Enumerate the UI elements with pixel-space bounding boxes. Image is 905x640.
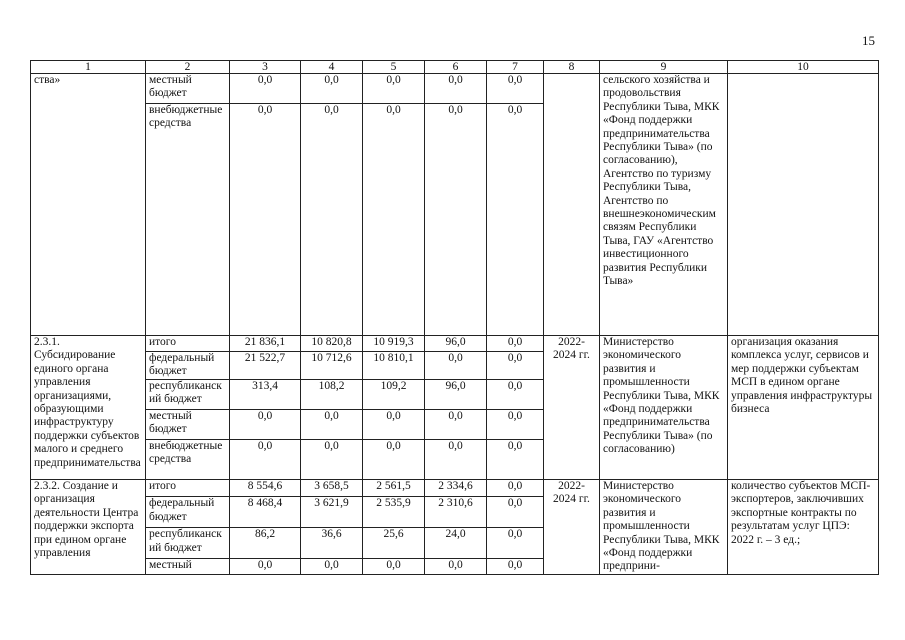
funding-source: федеральный бюджет xyxy=(146,352,230,380)
value-cell: 108,2 xyxy=(301,380,363,410)
value-cell: 0,0 xyxy=(230,104,301,336)
measure-name: 2.3.2. Создание и организация деятельности Центра поддержки экспорта при едином органе управления xyxy=(31,480,146,575)
value-cell: 0,0 xyxy=(487,410,544,440)
period-cell xyxy=(544,74,600,336)
funding-source: федеральный бюджет xyxy=(146,497,230,528)
value-cell: 8 554,6 xyxy=(230,480,301,497)
value-cell: 0,0 xyxy=(363,74,425,104)
header-cell: 4 xyxy=(301,61,363,74)
value-cell: 0,0 xyxy=(363,104,425,336)
value-cell: 0,0 xyxy=(230,440,301,480)
value-cell: 0,0 xyxy=(363,559,425,574)
value-cell: 86,2 xyxy=(230,528,301,559)
measure-name: ства» xyxy=(31,74,146,336)
value-cell: 10 712,6 xyxy=(301,352,363,380)
header-cell: 3 xyxy=(230,61,301,74)
period-cell: 2022-2024 гг. xyxy=(544,480,600,575)
header-row xyxy=(31,61,879,74)
value-cell: 96,0 xyxy=(425,336,487,352)
value-cell: 10 820,8 xyxy=(301,336,363,352)
value-cell: 10 919,3 xyxy=(363,336,425,352)
value-cell: 0,0 xyxy=(230,559,301,574)
header-cell: 5 xyxy=(363,61,425,74)
funding-source: республиканский бюджет xyxy=(146,528,230,559)
value-cell: 0,0 xyxy=(425,410,487,440)
funding-source: внебюджетные средства xyxy=(146,104,230,336)
value-cell: 0,0 xyxy=(487,336,544,352)
value-cell: 0,0 xyxy=(230,74,301,104)
value-cell: 3 621,9 xyxy=(301,497,363,528)
table-row xyxy=(31,336,879,352)
value-cell: 0,0 xyxy=(487,480,544,497)
header-cell: 8 xyxy=(544,61,600,74)
value-cell: 0,0 xyxy=(363,440,425,480)
value-cell: 25,6 xyxy=(363,528,425,559)
value-cell: 0,0 xyxy=(301,559,363,574)
executors-cell: сельского хозяйства и продовольствия Республики Тыва, МКК «Фонд поддержки предпринимательства Республики Тыва» (по согласованию), Агентство по туризму Республики Тыва, Агентство по внешнеэкономическим связям Республики Тыва, ГАУ «Агентство инвестиционного развития Республики Тыва» xyxy=(600,74,728,336)
funding-source: местный бюджет xyxy=(146,410,230,440)
value-cell: 0,0 xyxy=(487,440,544,480)
result-cell: организация оказания комплекса услуг, сервисов и мер поддержки субъектам МСП в едином органе управления инфраструктуры бизнеса xyxy=(728,336,879,480)
result-cell xyxy=(728,74,879,336)
value-cell: 0,0 xyxy=(487,74,544,104)
header-cell: 7 xyxy=(487,61,544,74)
funding-source: местный xyxy=(146,559,230,574)
executors-cell: Министерство экономического развития и промышленности Республики Тыва, МКК «Фонд поддержки предпринимательства Республики Тыва» (по согласованию) xyxy=(600,336,728,480)
value-cell: 0,0 xyxy=(487,559,544,574)
funding-source: внебюджетные средства xyxy=(146,440,230,480)
value-cell: 0,0 xyxy=(487,528,544,559)
value-cell: 21 522,7 xyxy=(230,352,301,380)
value-cell: 0,0 xyxy=(425,559,487,574)
funding-source: итого xyxy=(146,336,230,352)
value-cell: 109,2 xyxy=(363,380,425,410)
value-cell: 24,0 xyxy=(425,528,487,559)
value-cell: 0,0 xyxy=(487,104,544,336)
value-cell: 0,0 xyxy=(425,74,487,104)
executors-cell: Министерство экономического развития и промышленности Республики Тыва, МКК «Фонд поддержки предприни- xyxy=(600,480,728,575)
value-cell: 2 561,5 xyxy=(363,480,425,497)
value-cell: 2 310,6 xyxy=(425,497,487,528)
value-cell: 3 658,5 xyxy=(301,480,363,497)
value-cell: 10 810,1 xyxy=(363,352,425,380)
value-cell: 21 836,1 xyxy=(230,336,301,352)
funding-source: республиканский бюджет xyxy=(146,380,230,410)
header-cell: 6 xyxy=(425,61,487,74)
value-cell: 2 334,6 xyxy=(425,480,487,497)
header-cell: 9 xyxy=(600,61,728,74)
value-cell: 96,0 xyxy=(425,380,487,410)
table-row xyxy=(31,480,879,497)
header-cell: 10 xyxy=(728,61,879,74)
value-cell: 0,0 xyxy=(487,380,544,410)
value-cell: 8 468,4 xyxy=(230,497,301,528)
value-cell: 313,4 xyxy=(230,380,301,410)
funding-source: итого xyxy=(146,480,230,497)
table-row xyxy=(31,74,879,104)
header-cell: 2 xyxy=(146,61,230,74)
value-cell: 0,0 xyxy=(487,497,544,528)
value-cell: 0,0 xyxy=(487,352,544,380)
value-cell: 0,0 xyxy=(301,74,363,104)
header-cell: 1 xyxy=(31,61,146,74)
value-cell: 0,0 xyxy=(301,104,363,336)
value-cell: 0,0 xyxy=(425,104,487,336)
value-cell: 0,0 xyxy=(363,410,425,440)
measure-name: 2.3.1. Субсидирование единого органа управления организациями, образующими инфраструктуру поддержки субъектов малого и среднего предпринимательства xyxy=(31,336,146,480)
page-number: 15 xyxy=(862,33,875,48)
value-cell: 0,0 xyxy=(230,410,301,440)
value-cell: 0,0 xyxy=(301,440,363,480)
value-cell: 0,0 xyxy=(425,352,487,380)
funding-source: местный бюджет xyxy=(146,74,230,104)
value-cell: 0,0 xyxy=(425,440,487,480)
result-cell: количество субъектов МСП-экспортеров, заключивших экспортные контракты по результатам услуг ЦПЭ: 2022 г. – 3 ед.; xyxy=(728,480,879,575)
value-cell: 0,0 xyxy=(301,410,363,440)
value-cell: 2 535,9 xyxy=(363,497,425,528)
value-cell: 36,6 xyxy=(301,528,363,559)
program-table xyxy=(30,60,879,575)
period-cell: 2022-2024 гг. xyxy=(544,336,600,480)
